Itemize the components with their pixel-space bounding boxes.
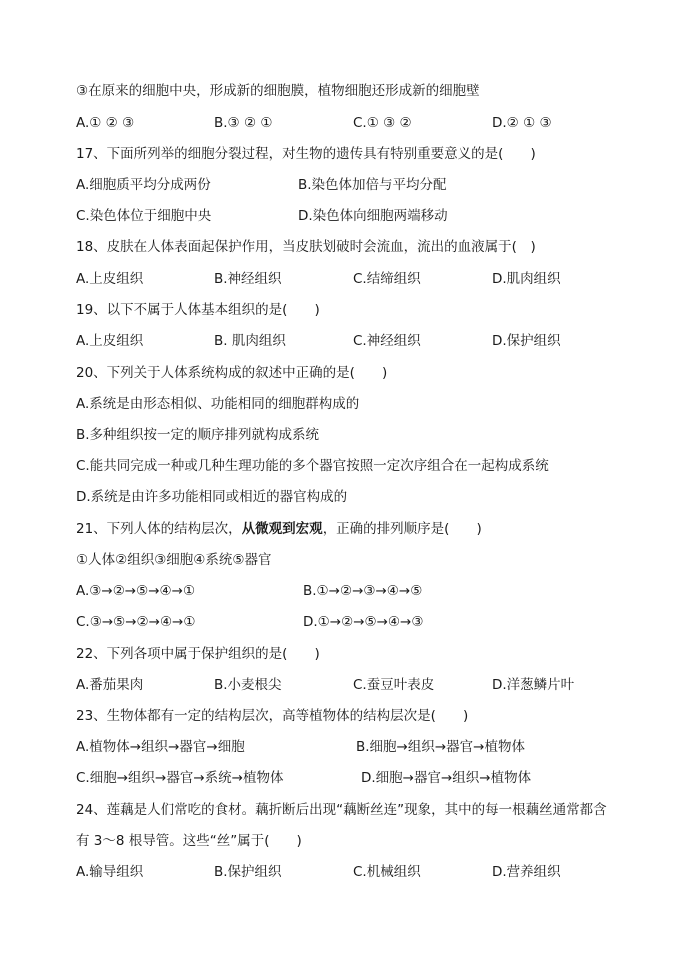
q23-option-a: A.植物体→组织→器官→细胞 [76,739,245,755]
q20-option-d: D.系统是由许多功能相同或相近的器官构成的 [76,489,348,505]
q24-option-a: A.输导组织 [76,864,144,880]
q18-option-b: B.神经组织 [214,271,282,287]
q20-option-a: A.系统是由形态相似、功能相同的细胞群构成的 [76,396,360,412]
q17-option-c: C.染色体位于细胞中央 [76,208,212,224]
q17-stem: 17、下面所列举的细胞分裂过程，对生物的遗传具有特别重要意义的是( ) [76,146,536,162]
q22-option-d: D.洋葱鳞片叶 [492,677,575,693]
q20-option-b: B.多种组织按一定的顺序排列就构成系统 [76,427,320,443]
q21-stem-after: ，正确的排列顺序是( ) [322,521,482,537]
q22-option-a: A.番茄果肉 [76,677,144,693]
q18-stem: 18、皮肤在人体表面起保护作用，当皮肤划破时会流血，流出的血液属于( ) [76,239,536,255]
q21-option-d: D.①→②→⑤→④→③ [303,614,424,630]
q24-option-c: C.机械组织 [353,864,421,880]
q20-stem: 20、下列关于人体系统构成的叙述中正确的是( ) [76,365,388,381]
intro-line: ③在原来的细胞中央，形成新的细胞膜，植物细胞还形成新的细胞壁 [76,83,480,99]
q17-option-a: A.细胞质平均分成两份 [76,177,211,193]
q21-option-a: A.③→②→⑤→④→① [76,583,196,599]
q19-option-b: B. 肌肉组织 [214,333,286,349]
q22-stem: 22、下列各项中属于保护组织的是( ) [76,646,320,662]
q23-option-d: D.细胞→器官→组织→植物体 [361,770,532,786]
q20-option-c: C.能共同完成一种或几种生理功能的多个器官按照一定次序组合在一起构成系统 [76,458,549,474]
q19-option-d: D.保护组织 [492,333,561,349]
q18-option-c: C.结缔组织 [353,271,421,287]
q21-option-c: C.③→⑤→②→④→① [76,614,196,630]
q17-option-d: D.染色体向细胞两端移动 [298,208,448,224]
q24-option-b: B.保护组织 [214,864,282,880]
q21-stem-bold: 从微观到宏观 [241,521,323,537]
q24-stem-line1: 24、莲藕是人们常吃的食材。藕折断后出现“藕断丝连”现象，其中的每一根藕丝通常都含 [76,802,607,818]
q21-option-b: B.①→②→③→④→⑤ [303,583,423,599]
q19-stem: 19、以下不属于人体基本组织的是( ) [76,302,320,318]
q21-stem-before: 21、下列人体的结构层次， [76,521,242,537]
q22-option-b: B.小麦根尖 [214,677,282,693]
q19-option-c: C.神经组织 [353,333,421,349]
q16-option-d: D.② ① ③ [492,115,552,131]
q16-option-a: A.① ② ③ [76,115,135,131]
q21-items: ①人体②组织③细胞④系统⑤器官 [76,552,272,568]
q21-stem [76,518,482,540]
q16-option-b: B.③ ② ① [214,115,273,131]
q23-option-b: B.细胞→组织→器官→植物体 [356,739,525,755]
q18-option-d: D.肌肉组织 [492,271,561,287]
q19-option-a: A.上皮组织 [76,333,144,349]
q24-option-d: D.营养组织 [492,864,561,880]
q23-option-c: C.细胞→组织→器官→系统→植物体 [76,770,284,786]
q17-option-b: B.染色体加倍与平均分配 [298,177,447,193]
q18-option-a: A.上皮组织 [76,271,144,287]
q23-stem: 23、生物体都有一定的结构层次，高等植物体的结构层次是( ) [76,708,469,724]
q22-option-c: C.蚕豆叶表皮 [353,677,435,693]
q24-stem-line2: 有 3～8 根导管。这些“丝”属于( ) [76,833,302,849]
q16-option-c: C.① ③ ② [353,115,412,131]
